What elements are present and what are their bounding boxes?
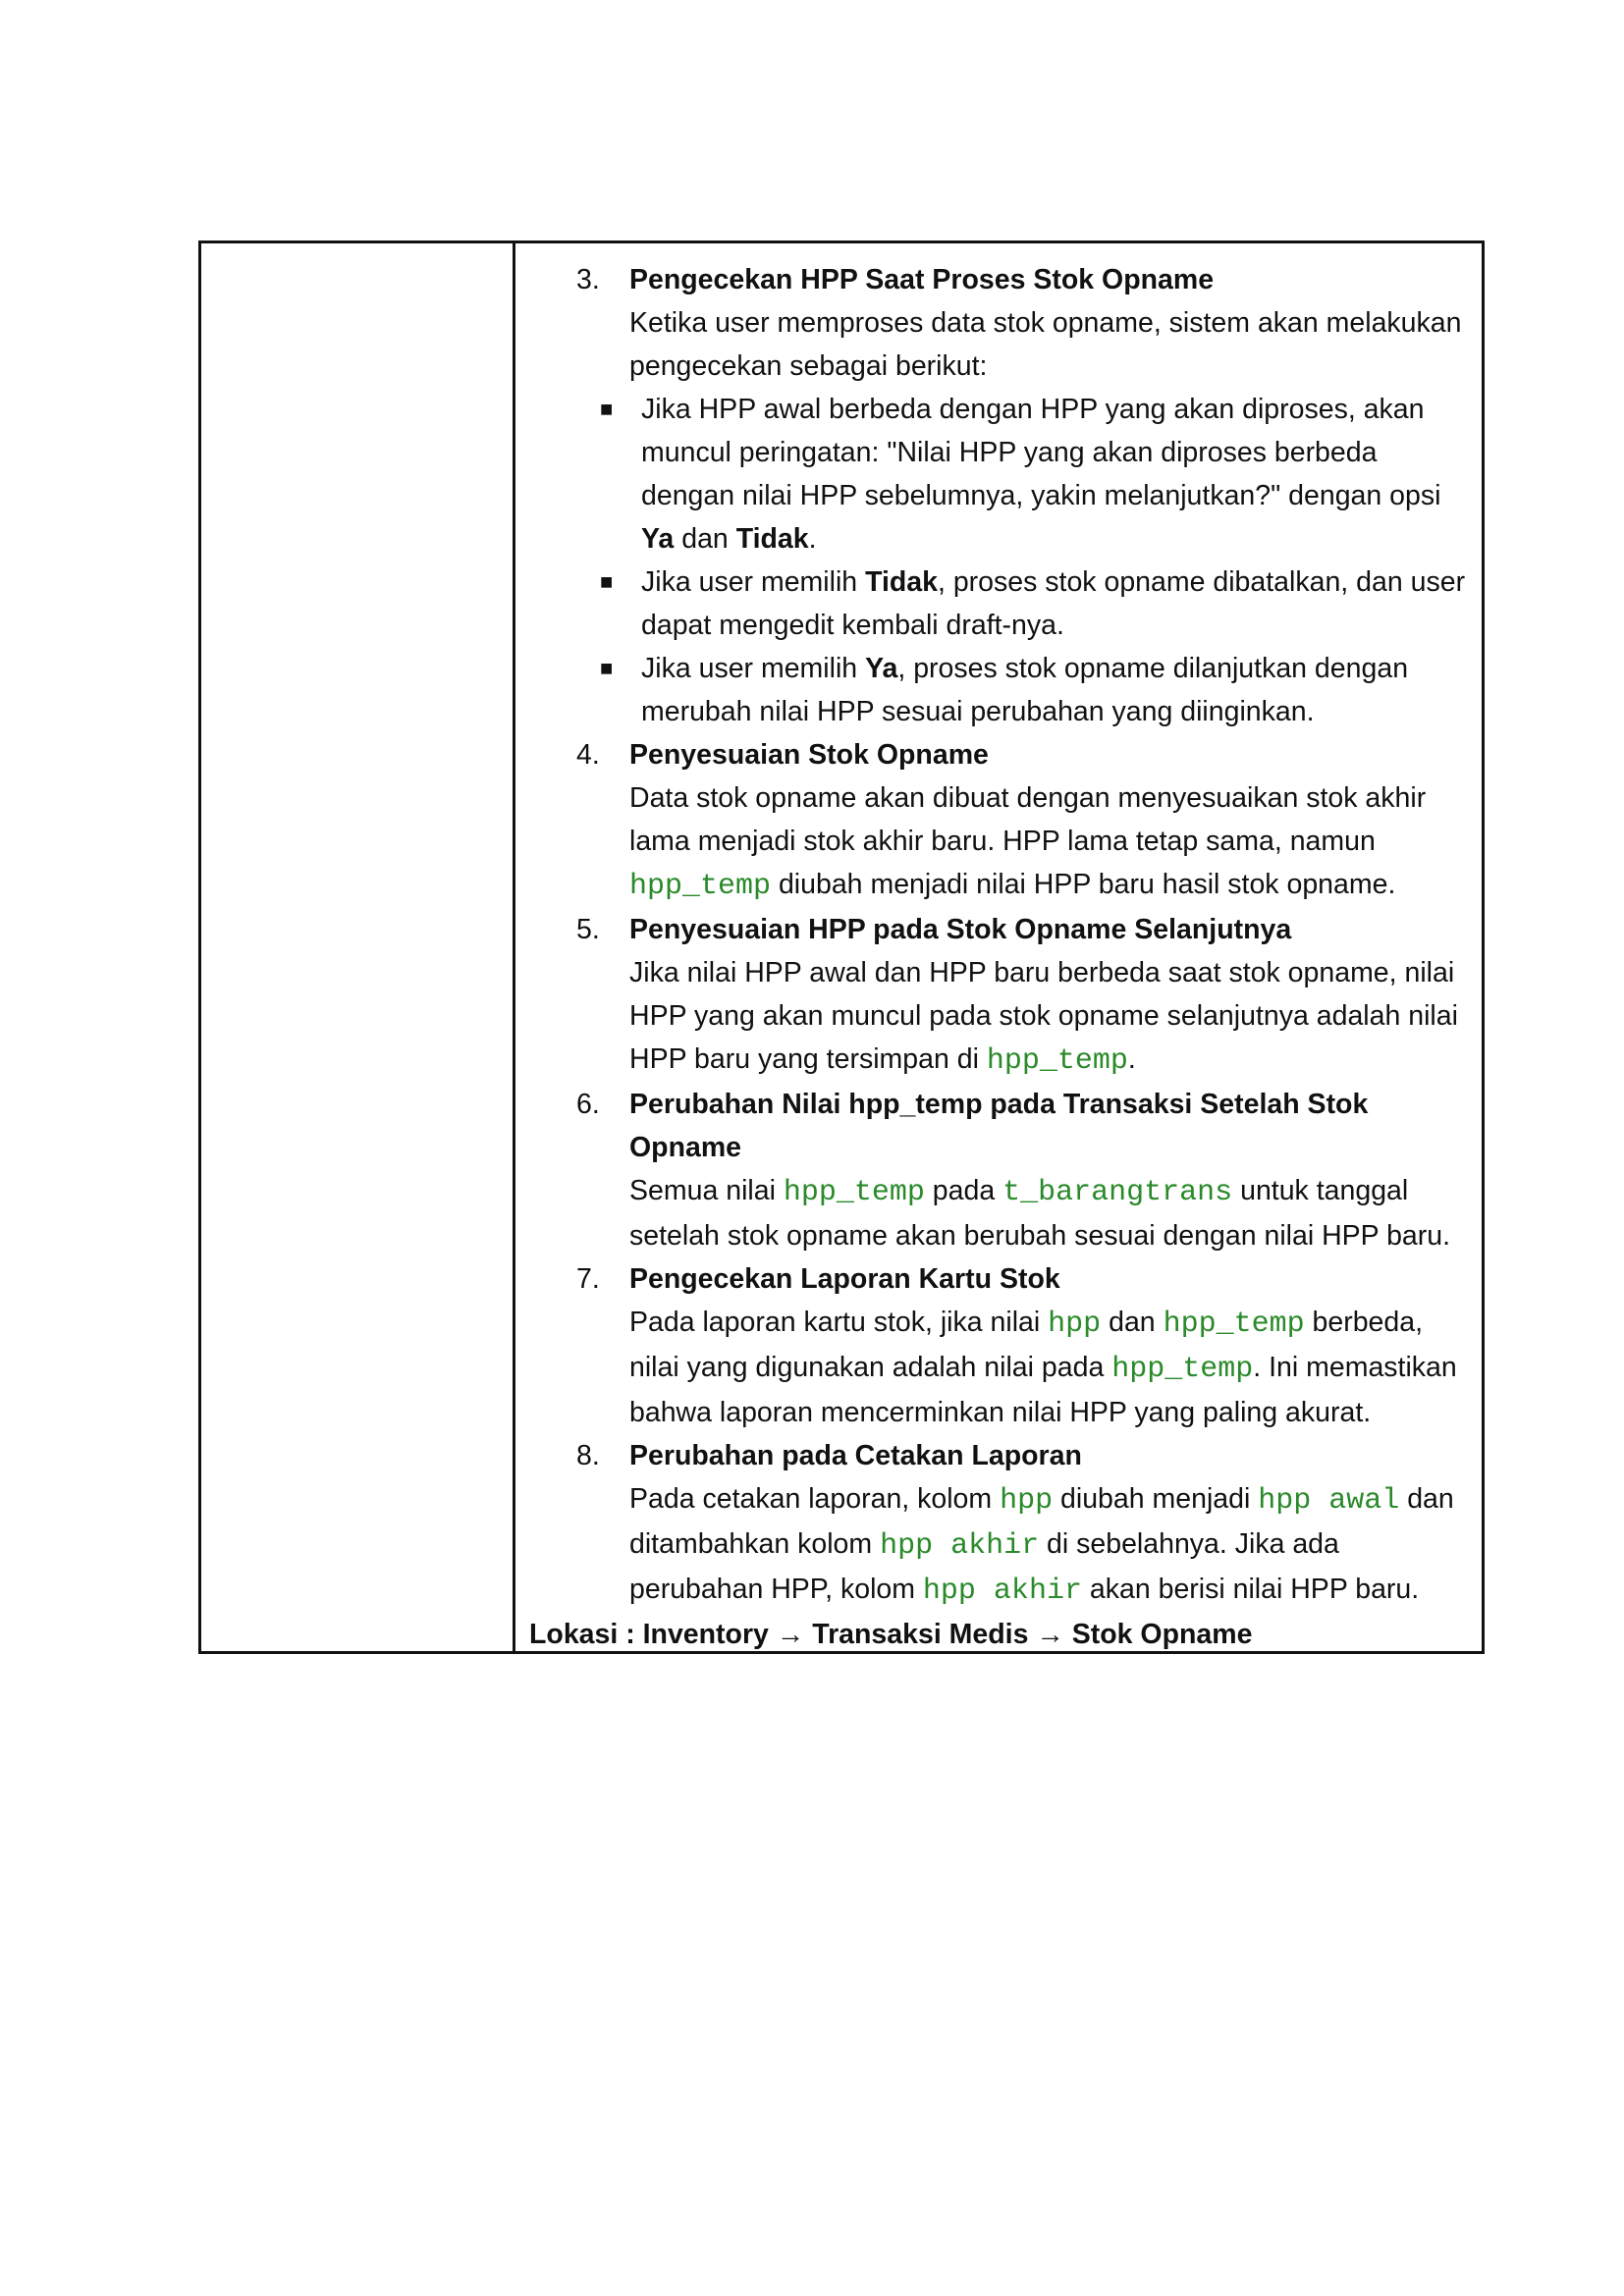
code-term: t_barangtrans — [1002, 1176, 1233, 1209]
square-bullet-icon: ■ — [600, 656, 614, 680]
square-bullet-icon: ■ — [600, 569, 614, 594]
item-number: 8. — [576, 1440, 600, 1471]
table-right-cell — [515, 243, 1482, 1651]
item-paragraph: Pada laporan kartu stok, jika nilai hpp dan hpp_temp berbeda, nilai yang digunakan adalah nilai pada hpp_temp. Ini memastikan bahwa laporan mencerminkan nilai HPP yang paling akurat. — [629, 1307, 1457, 1428]
list-item — [529, 1434, 1468, 1613]
item-paragraph: Jika nilai HPP awal dan HPP baru berbeda saat stok opname, nilai HPP yang akan muncul pada stok opname selanjutnya adalah nilai HPP baru yang tersimpan di hpp_temp. — [629, 957, 1458, 1078]
code-term: hpp akhir — [880, 1529, 1040, 1563]
bullet-item: ■ Jika HPP awal berbeda dengan HPP yang akan diproses, akan muncul peringatan: "Nilai HPP yang akan diproses berbeda dengan nilai HPP sebelumnya, yakin melanjutkan?" dengan opsi Ya dan Tidak. — [529, 388, 1468, 561]
item-heading: Perubahan pada Cetakan Laporan — [629, 1440, 1082, 1471]
list-item — [529, 1257, 1468, 1434]
item-paragraph: Data stok opname akan dibuat dengan menyesuaikan stok akhir lama menjadi stok akhir baru. HPP lama tetap sama, namun hpp_temp diubah menjadi nilai HPP baru hasil stok opname. — [629, 782, 1427, 903]
item-heading: Pengecekan Laporan Kartu Stok — [629, 1263, 1060, 1295]
item-paragraph: Semua nilai hpp_temp pada t_barangtrans untuk tanggal setelah stok opname akan berubah sesuai dengan nilai HPP baru. — [629, 1175, 1451, 1252]
bullet-item: ■ Jika user memilih Ya, proses stok opname dilanjutkan dengan merubah nilai HPP sesuai perubahan yang diinginkan. — [529, 647, 1468, 733]
code-term: hpp — [1000, 1484, 1054, 1518]
document-table — [198, 240, 1485, 1654]
item-number: 5. — [576, 914, 600, 945]
code-term: hpp akhir — [922, 1575, 1082, 1608]
item-heading: Penyesuaian HPP pada Stok Opname Selanjutnya — [629, 914, 1292, 945]
bullet-list — [529, 388, 1468, 733]
location-line: Lokasi : Inventory → Transaksi Medis → Stok Opname — [529, 1619, 1253, 1650]
list-item — [529, 908, 1468, 1083]
item-number: 6. — [576, 1089, 600, 1120]
list-item — [529, 258, 1468, 388]
code-term: hpp — [1048, 1308, 1102, 1341]
table-left-cell — [201, 243, 515, 1651]
square-bullet-icon: ■ — [600, 397, 614, 421]
code-term: hpp_temp — [1111, 1353, 1254, 1386]
item-paragraph: Pada cetakan laporan, kolom hpp diubah menjadi hpp awal dan ditambahkan kolom hpp akhir di sebelahnya. Jika ada perubahan HPP, kolom hpp akhir akan berisi nilai HPP baru. — [629, 1483, 1454, 1608]
item-heading: Penyesuaian Stok Opname — [629, 739, 989, 771]
code-term: hpp_temp — [629, 870, 772, 903]
code-term: hpp awal — [1258, 1484, 1400, 1518]
item-number: 3. — [576, 264, 600, 295]
code-term: hpp_temp — [986, 1044, 1128, 1078]
bullet-item: ■ Jika user memilih Tidak, proses stok opname dibatalkan, dan user dapat mengedit kembali draft-nya. — [529, 561, 1468, 647]
list-item — [529, 1083, 1468, 1257]
item-number: 4. — [576, 739, 600, 771]
item-heading: Perubahan Nilai hpp_temp pada Transaksi Setelah Stok Opname — [629, 1089, 1369, 1163]
item-number: 7. — [576, 1263, 600, 1295]
code-term: hpp_temp — [1163, 1308, 1305, 1341]
list-item — [529, 733, 1468, 908]
item-heading: Pengecekan HPP Saat Proses Stok Opname — [629, 264, 1215, 295]
item-intro: Ketika user memproses data stok opname, sistem akan melakukan pengecekan sebagai berikut: — [629, 307, 1462, 382]
code-term: hpp_temp — [783, 1176, 925, 1209]
